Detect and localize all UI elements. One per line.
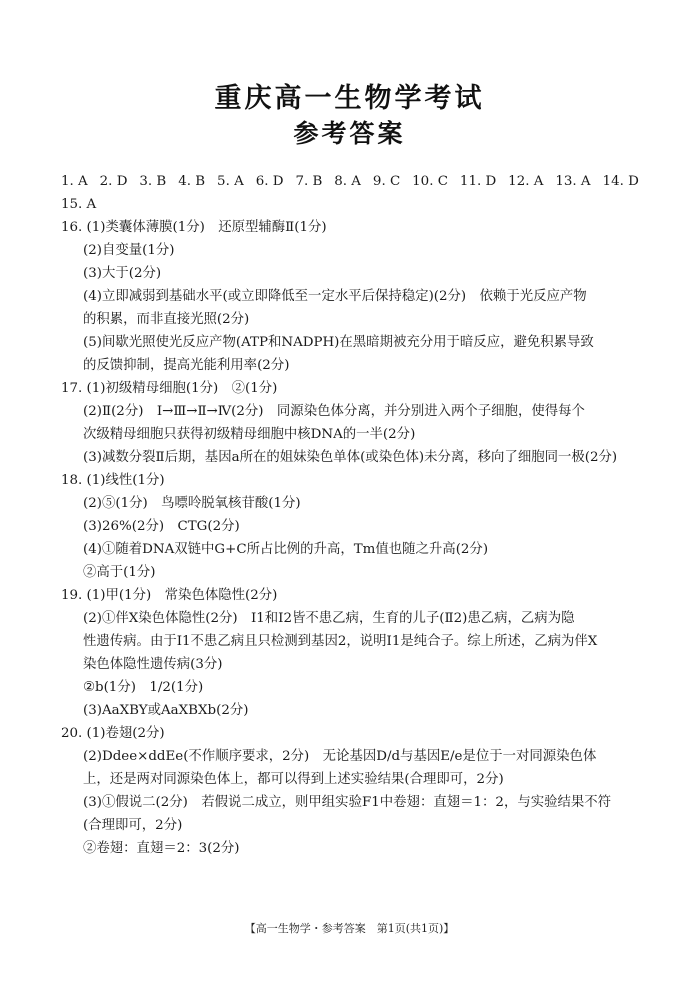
answer-line: ②卷翅：直翅＝2：3(2分)	[83, 841, 240, 856]
answer-line: 性遗传病。由于Ⅰ1不患乙病且只检测到基因2，说明Ⅰ1是纯合子。综上所述，乙病为伴X	[83, 634, 598, 649]
answer-line: 染色体隐性遗传病(3分)	[83, 657, 223, 672]
page-subtitle: 参考答案	[293, 119, 406, 148]
answer-line: (3)大于(2分)	[83, 266, 162, 281]
mc-answer: 3. B	[139, 174, 167, 189]
mc-answer: 10. C	[412, 174, 448, 189]
answer-line: 19. (1)甲(1分) 常染色体隐性(2分)	[61, 588, 278, 603]
mc-answer: 9. C	[372, 174, 401, 189]
answer-line: (2)Ddee×ddEe(不作顺序要求，2分) 无论基因D/d与基因E/e是位于一对同源染色体	[83, 749, 597, 764]
answer-line: (4)立即减弱到基础水平(或立即降低至一定水平后保持稳定)(2分) 依赖于光反应产物	[83, 289, 587, 304]
answer-line: (2)①伴X染色体隐性(2分) Ⅰ1和Ⅰ2皆不患乙病，生育的儿子(Ⅱ2)患乙病，乙病为隐	[83, 611, 575, 626]
answer-line: (2)Ⅱ(2分) Ⅰ→Ⅲ→Ⅱ→Ⅳ(2分) 同源染色体分离，并分别进入两个子细胞，使得每个	[83, 404, 585, 419]
mc-answer: 12. A	[508, 174, 544, 189]
answer-line: (3)减数分裂Ⅱ后期，基因a所在的姐妹染色单体(或染色体)未分离，移向了细胞同一极(2分)	[83, 450, 618, 465]
answer-line: (2)⑤(1分) 鸟嘌呤脱氧核苷酸(1分)	[83, 496, 301, 511]
answer-line: (合理即可，2分)	[83, 818, 183, 833]
mc-answer: 13. A	[555, 174, 591, 189]
mc-answer: 14. D	[602, 174, 639, 189]
mc-answer-row	[61, 170, 639, 193]
answer-content	[61, 170, 639, 860]
answer-line: 20. (1)卷翅(2分)	[61, 726, 165, 741]
mc-answer: 8. A	[334, 174, 361, 189]
answer-line: 次级精母细胞只获得初级精母细胞中核DNA的一半(2分)	[83, 427, 416, 442]
answer-line: ②高于(1分)	[83, 565, 156, 580]
mc-answer: 11. D	[459, 174, 497, 189]
answer-line: (3)AaXBY或AaXBXb(2分)	[83, 703, 249, 718]
answer-line: 16. (1)类囊体薄膜(1分) 还原型辅酶Ⅱ(1分)	[61, 220, 327, 235]
mc-answer: 5. A	[217, 174, 244, 189]
answer-line: (3)26%(2分) CTG(2分)	[83, 519, 240, 534]
mc-answer: 1. A	[61, 174, 88, 189]
mc-answer: 6. D	[255, 174, 284, 189]
answer-line: 上，还是两对同源染色体上，都可以得到上述实验结果(合理即可，2分)	[83, 772, 504, 787]
answer-line: (5)间歇光照使光反应产物(ATP和NADPH)在黑暗期被充分用于暗反应，避免积累导致	[83, 335, 594, 350]
answer-line: 18. (1)线性(1分)	[61, 473, 165, 488]
answer-line: 15. A	[61, 197, 97, 212]
answer-line: (3)①假说二(2分) 若假说二成立，则甲组实验F1中卷翅：直翅＝1：2，与实验结果不符	[83, 795, 612, 810]
answer-line: ②b(1分) 1/2(1分)	[83, 680, 204, 695]
answer-line: (2)自变量(1分)	[83, 243, 175, 258]
page-title: 重庆高一生物学考试	[214, 83, 485, 114]
answer-line: 的积累，而非直接光照(2分)	[83, 312, 250, 327]
answer-line: (4)①随着DNA双链中G+C所占比例的升高，Tm值也随之升高(2分)	[83, 542, 489, 557]
answer-line: 17. (1)初级精母细胞(1分) ②(1分)	[61, 381, 278, 396]
page-footer: 【高一生物学・参考答案 第1页(共1页)】	[244, 922, 455, 935]
mc-answer: 4. B	[178, 174, 206, 189]
mc-answer: 2. D	[99, 174, 128, 189]
mc-answer: 7. B	[295, 174, 323, 189]
answer-line: 的反馈抑制，提高光能利用率(2分)	[83, 358, 290, 373]
